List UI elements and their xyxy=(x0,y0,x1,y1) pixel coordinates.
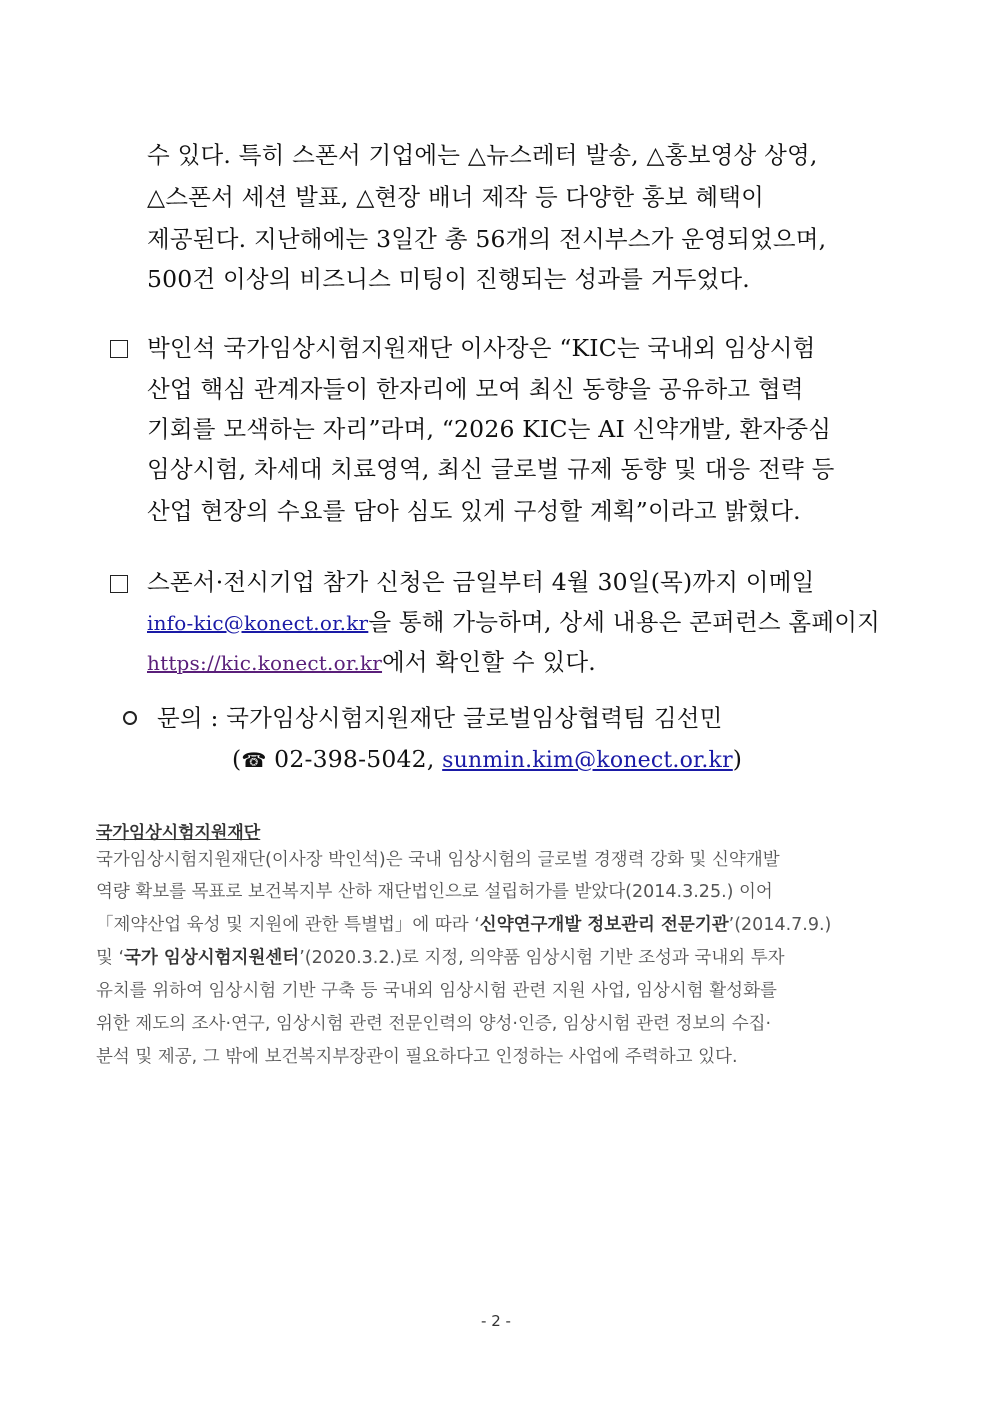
paren-close: ) xyxy=(732,745,743,773)
org-text-line xyxy=(96,848,896,872)
text-line: 제공된다. 지난해에는 3일간 총 56개의 전시부스가 운영되었으며, xyxy=(147,225,827,253)
org-text: ’(2020.3.2.)로 지정, 의약품 임상시험 기반 조성과 국내외 투자 xyxy=(299,948,785,968)
contact-details xyxy=(232,744,742,776)
org-text-line xyxy=(96,913,896,937)
org-title: 국가임상시험지원재단 xyxy=(96,823,261,843)
text-line: 산업 현장의 수요를 담아 심도 있게 구성할 계획”이라고 밝혔다. xyxy=(147,497,801,525)
contact-phone: 02-398-5042, xyxy=(274,745,435,773)
text-span: 을 통해 가능하며, 상세 내용은 콘퍼런스 홈페이지 xyxy=(368,608,881,636)
text-line: 500건 이상의 비즈니스 미팅이 진행되는 성과를 거두었다. xyxy=(147,265,750,293)
org-text: ’(2014.7.9.) xyxy=(728,915,832,935)
org-text: 국가임상시험지원재단(이사장 박인석)은 국내 임상시험의 글로벌 경쟁력 강화 및 신약개발 xyxy=(96,850,780,870)
paren-open: ( xyxy=(232,745,242,773)
org-text: 유치를 위하여 임상시험 기반 구축 등 국내외 임상시험 관련 지원 사업, 임상시험 활성화를 xyxy=(96,981,777,1001)
contact-label: 문의 : 국가임상시험지원재단 글로벌임상협력팀 김선민 xyxy=(157,704,723,732)
org-text-line xyxy=(96,946,896,970)
org-text-bold: 국가 임상시험지원센터 xyxy=(124,948,300,968)
circle-bullet xyxy=(123,711,137,725)
text-line xyxy=(147,647,596,678)
page-number: - 2 - xyxy=(481,1312,511,1330)
org-text-line xyxy=(96,1045,896,1069)
org-text: 역량 확보를 목표로 보건복지부 산하 재단법인으로 설립허가를 받았다(2014.3.25.) 이어 xyxy=(96,882,773,902)
text-line: 임상시험, 차세대 치료영역, 최신 글로벌 규제 동향 및 대응 전략 등 xyxy=(147,455,835,483)
org-text: 「제약산업 육성 및 지원에 관한 특별법」에 따라 ‘ xyxy=(96,915,480,935)
contact-email-link[interactable]: sunmin.kim@konect.or.kr xyxy=(442,748,733,773)
text-line xyxy=(147,607,880,638)
org-text: 분석 및 제공, 그 밖에 보건복지부장관이 필요하다고 인정하는 사업에 주력하고 있다. xyxy=(96,1047,738,1067)
text-span: 에서 확인할 수 있다. xyxy=(382,648,596,676)
org-text: 및 ‘ xyxy=(96,948,125,968)
org-text-line xyxy=(96,979,896,1003)
text-line: 기회를 모색하는 자리”라며, “2026 KIC는 AI 신약개발, 환자중심 xyxy=(147,415,832,443)
text-line: 산업 핵심 관계자들이 한자리에 모여 최신 동향을 공유하고 협력 xyxy=(147,375,804,403)
email-link[interactable]: info-kic@konect.or.kr xyxy=(147,611,369,635)
homepage-link[interactable]: https://kic.konect.or.kr xyxy=(147,651,383,675)
phone-icon: ☎ xyxy=(241,748,267,772)
org-text-line xyxy=(96,1012,896,1036)
checkbox-bullet xyxy=(110,340,128,358)
org-text-line xyxy=(96,880,896,904)
text-line: △스폰서 세션 발표, △현장 배너 제작 등 다양한 홍보 혜택이 xyxy=(147,183,765,211)
text-line: 박인석 국가임상시험지원재단 이사장은 “KIC는 국내외 임상시험 xyxy=(147,334,816,362)
org-text: 위한 제도의 조사·연구, 임상시험 관련 전문인력의 양성·인증, 임상시험 관련 정보의 수집· xyxy=(96,1014,772,1034)
org-text-bold: 신약연구개발 정보관리 전문기관 xyxy=(479,915,729,935)
text-line: 스폰서·전시기업 참가 신청은 금일부터 4월 30일(목)까지 이메일 xyxy=(147,568,815,596)
text-line: 수 있다. 특히 스폰서 기업에는 △뉴스레터 발송, △홍보영상 상영, xyxy=(147,141,818,169)
checkbox-bullet xyxy=(110,575,128,593)
